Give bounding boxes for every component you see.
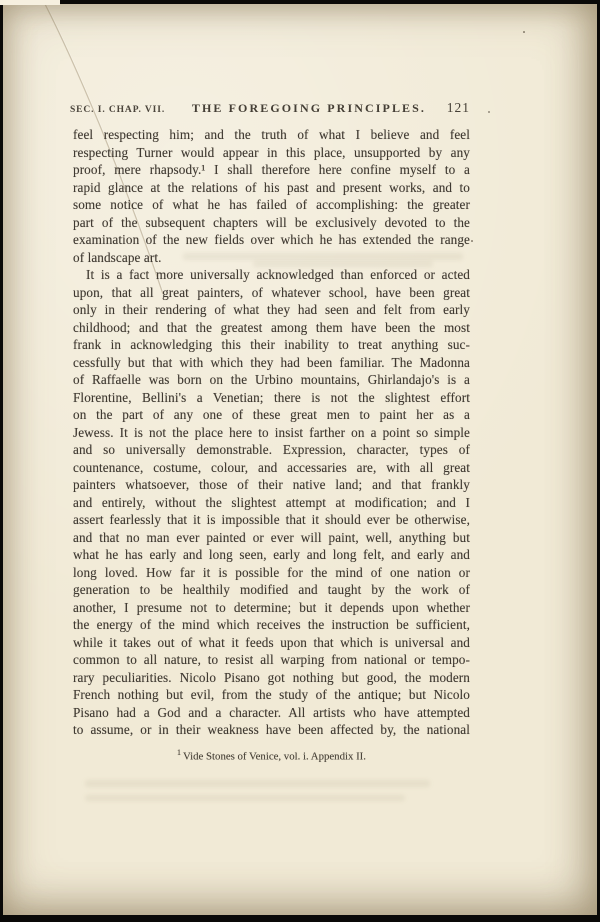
text-line: while it takes out of what it feeds upon that which is universal and	[73, 634, 470, 650]
paper-speck	[471, 240, 473, 242]
text-line: painters whatsoever, those of their native land; and that frankly	[73, 477, 470, 492]
text-line: countenance, costume, colour, and accessaries are, with all great	[73, 459, 470, 475]
text-line: Florentine, Bellini's a Venetian; there is not the slightest effort	[73, 389, 470, 405]
text-line: feel respecting him; and the truth of what I believe and feel	[73, 127, 470, 142]
text-line: rapid glance at the relations of his past and present works, and to	[73, 179, 470, 195]
text-line: childhood; and that the greatest among them have been the most	[73, 319, 470, 335]
paper-speck	[488, 111, 490, 113]
text-line: rary peculiarities. Nicolo Pisano got nothing but good, the modern	[73, 669, 470, 685]
running-header	[70, 100, 470, 116]
text-line: upon, that all great painters, of whatever school, have been great	[73, 284, 470, 300]
text-line: common to all nature, to resist all warping from national or tempo-	[73, 652, 470, 667]
page-number: 121	[446, 100, 470, 115]
text-line: Pisano had a God and a character. All artists who have attempted	[73, 704, 470, 720]
footnote	[73, 748, 470, 763]
page	[3, 4, 597, 915]
text-line: only in their rendering of what they had seen and felt from early	[73, 302, 470, 317]
running-header-title: THE FOREGOING PRINCIPLES.	[191, 101, 427, 115]
text-line: examination of the new fields over which he has extended the range	[73, 232, 470, 247]
text-line: long loved. How far it is possible for the mind of one nation or	[73, 564, 470, 580]
text-line: Jewess. It is not the place here to insist farther on a point so simple	[73, 424, 470, 440]
page-corner-overlap	[0, 0, 60, 5]
text-line: to assume, or in their weakness have been affected by, the national	[73, 722, 470, 737]
paper-speck	[523, 31, 525, 33]
text-line: what he has early and long seen, early and long felt, and early and	[73, 547, 470, 562]
text-line: generation to be healthily modified and taught by the work of	[73, 582, 470, 597]
running-header-section: SEC. I. CHAP. VII.	[70, 105, 166, 115]
text-line: of landscape art.	[73, 249, 162, 265]
text-line: assert fearlessly that it is impossible that it should ever be otherwise,	[73, 512, 470, 527]
text-line: and so universally demonstrable. Expression, character, types of	[73, 442, 470, 457]
text-line: and entirely, without the slightest attempt at modification; and I	[73, 494, 470, 510]
text-line: frank in acknowledging this their inability to treat anything suc-	[73, 337, 470, 352]
footnote-text: Vide Stones of Venice, vol. i. Appendix II.	[183, 750, 366, 763]
text-line: proof, mere rhapsody.¹ I shall therefore here confine myself to a	[73, 162, 470, 177]
text-line: another, I presume not to determine; but it depends upon whether	[73, 599, 470, 615]
text-line: the energy of the mind which receives the instruction be sufficient,	[73, 617, 470, 632]
text-line: some notice of what he has failed of accomplishing: the greater	[73, 197, 470, 212]
footnote-marker: 1	[177, 748, 181, 757]
body-text	[73, 126, 470, 739]
text-line: on the part of any one of these great men to paint her as a	[73, 407, 470, 422]
text-line: cessfully but that with which they had been familiar. The Madonna	[73, 354, 470, 370]
text-line: respecting Turner would appear in this place, unsupported by any	[73, 144, 470, 160]
text-line: It is a fact more universally acknowledged than enforced or acted	[86, 267, 470, 282]
text-line: and that no man ever painted or ever will paint, well, anything but	[73, 529, 470, 545]
text-line: French nothing but evil, from the study of the antique; but Nicolo	[73, 687, 470, 702]
show-through-text	[85, 780, 430, 787]
text-line: of Raffaelle was born on the Urbino mountains, Ghirlandajo's is a	[73, 372, 470, 387]
text-line: part of the subsequent chapters will be exclusively devoted to the	[73, 214, 470, 230]
show-through-text	[85, 795, 405, 801]
